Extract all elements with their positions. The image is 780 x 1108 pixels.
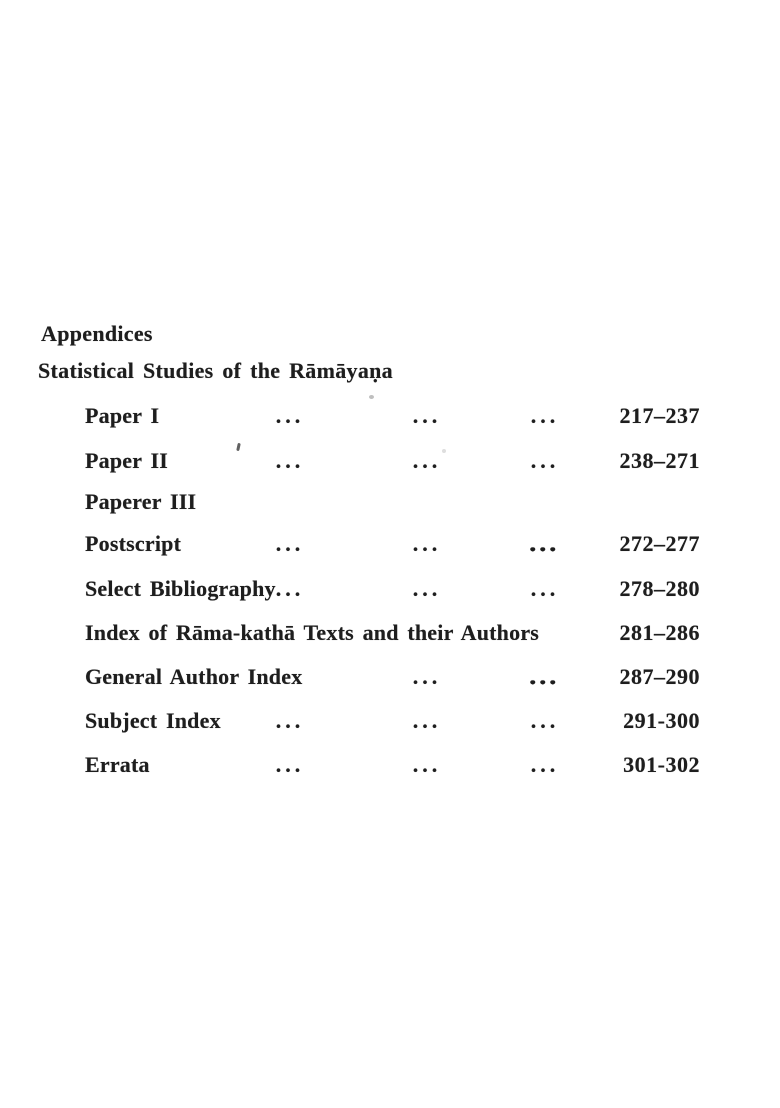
toc-page-range: 291-300 [623, 708, 700, 733]
toc-entry-label: Select Bibliography [85, 576, 276, 601]
leader-dots: ... [530, 664, 560, 689]
leader-dots: ... [275, 576, 305, 601]
toc-page-range: 278–280 [619, 576, 700, 601]
toc-row [0, 707, 780, 734]
leader-dots: ... [412, 708, 442, 733]
leader-dots: ... [530, 708, 560, 733]
leader-dots: ... [412, 664, 442, 689]
toc-entry-label: Subject Index [85, 708, 221, 733]
toc-page-range: 287–290 [619, 664, 700, 689]
toc-entry-label: Paperer III [85, 489, 197, 514]
toc-row [0, 530, 780, 557]
leader-dots: ... [530, 576, 560, 601]
leader-dots: ... [275, 403, 305, 428]
section-heading: Appendices [41, 321, 153, 346]
toc-row [0, 447, 780, 474]
leader-dots: ... [275, 752, 305, 777]
toc-row [0, 402, 780, 429]
toc-row [0, 488, 780, 515]
leader-dots: ... [530, 448, 560, 473]
leader-dots: ... [412, 531, 442, 556]
leader-dots: ... [412, 576, 442, 601]
toc-row [0, 619, 780, 646]
toc-entry-label: Paper II [85, 448, 169, 473]
leader-dots: ... [275, 448, 305, 473]
leader-dots: ... [530, 403, 560, 428]
toc-entry-label: Errata [85, 752, 150, 777]
toc-entry-label: Index of Rāma-kathā Texts and their Authors [85, 620, 540, 645]
toc-page-range: 217–237 [619, 403, 700, 428]
toc-row [0, 751, 780, 778]
toc-row [0, 575, 780, 602]
toc-entry-label: Postscript [85, 531, 182, 556]
toc-page-range: 301-302 [623, 752, 700, 777]
toc-row [0, 663, 780, 690]
toc-entry-label: General Author Index [85, 664, 303, 689]
leader-dots: ... [412, 752, 442, 777]
scan-speck [369, 395, 374, 399]
leader-dots: ... [530, 531, 560, 556]
toc-entry-label: Paper I [85, 403, 160, 428]
leader-dots: ... [530, 752, 560, 777]
toc-page-range: 238–271 [619, 448, 700, 473]
scan-speck [442, 449, 446, 453]
toc-page-range: 281–286 [619, 620, 700, 645]
leader-dots: ... [275, 531, 305, 556]
leader-dots: ... [412, 403, 442, 428]
leader-dots: ... [275, 708, 305, 733]
toc-subheading: Statistical Studies of the Rāmāyaṇa [38, 358, 393, 383]
leader-dots: ... [412, 448, 442, 473]
toc-page-range: 272–277 [619, 531, 700, 556]
